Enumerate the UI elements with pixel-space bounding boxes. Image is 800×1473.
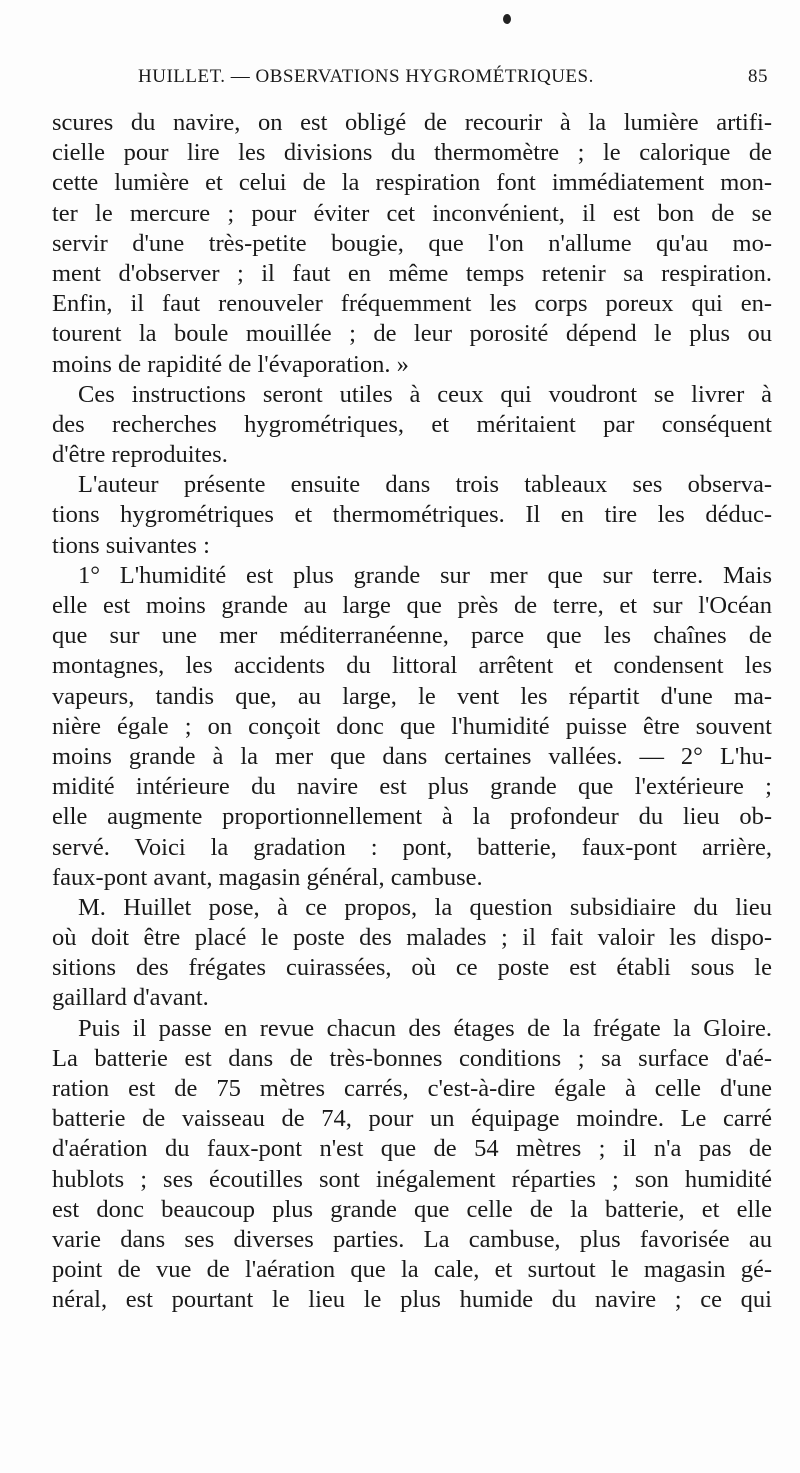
text-line: Puis il passe en revue chacun des étages de la frégate la Gloire.	[78, 1014, 772, 1042]
text-line: nière égale ; on conçoit donc que l'humidité puisse être souvent	[52, 712, 772, 740]
text-line: L'auteur présente ensuite dans trois tableaux ses observa-	[78, 471, 772, 499]
text-line: que sur une mer méditerranéenne, parce que les chaînes de	[52, 622, 772, 650]
text-line: gaillard d'avant.	[52, 984, 209, 1012]
text-line: hublots ; ses écoutilles sont inégalement réparties ; son humidité	[52, 1165, 772, 1193]
running-head-title: HUILLET. — OBSERVATIONS HYGROMÉTRIQUES.	[138, 66, 594, 87]
text-line: elle augmente proportionnellement à la profondeur du lieu ob-	[52, 803, 772, 831]
text-line: scures du navire, on est obligé de recourir à la lumière artifi-	[52, 109, 772, 136]
text-line: néral, est pourtant le lieu le plus humide du navire ; ce qui	[52, 1286, 772, 1314]
ink-dot	[503, 14, 511, 24]
page-number: 85	[748, 66, 768, 87]
text-line: sitions des frégates cuirassées, où ce poste est établi sous le	[52, 954, 772, 982]
text-line: vapeurs, tandis que, au large, le vent les répartit d'une ma-	[52, 682, 772, 710]
text-line: Ces instructions seront utiles à ceux qui voudront se livrer à	[78, 380, 772, 408]
text-line: cette lumière et celui de la respiration font immédiatement mon-	[52, 169, 772, 197]
text-line: La batterie est dans de très-bonnes conditions ; sa surface d'aé-	[52, 1044, 772, 1072]
text-line: où doit être placé le poste des malades ; il fait valoir les dispo-	[52, 924, 772, 952]
text-line: faux-pont avant, magasin général, cambuse.	[52, 863, 483, 891]
text-line: moins de rapidité de l'évaporation. »	[52, 350, 409, 378]
text-line: tions hygrométriques et thermométriques. Il en tire les déduc-	[52, 501, 772, 529]
text-line: ration est de 75 mètres carrés, c'est-à-dire égale à celle d'une	[52, 1075, 772, 1102]
text-line: est donc beaucoup plus grande que celle de la batterie, et elle	[52, 1195, 772, 1223]
text-line: moins grande à la mer que dans certaines vallées. — 2° L'hu-	[52, 742, 772, 770]
text-line: tions suivantes :	[52, 531, 210, 559]
text-line: d'aération du faux-pont n'est que de 54 mètres ; il n'a pas de	[52, 1135, 772, 1163]
running-head	[138, 66, 768, 92]
body-text	[52, 108, 772, 1316]
text-line: servé. Voici la gradation : pont, batterie, faux-pont arrière,	[52, 833, 772, 861]
text-line: ter le mercure ; pour éviter cet inconvénient, il est bon de se	[52, 199, 772, 227]
text-line: batterie de vaisseau de 74, pour un équipage moindre. Le carré	[52, 1105, 772, 1133]
text-line: servir d'une très-petite bougie, que l'on n'allume qu'au mo-	[52, 229, 772, 257]
text-line: point de vue de l'aération que la cale, et surtout le magasin gé-	[52, 1256, 772, 1284]
text-line: des recherches hygrométriques, et méritaient par conséquent	[52, 410, 772, 438]
text-line: ment d'observer ; il faut en même temps retenir sa respiration.	[52, 259, 772, 287]
text-line: cielle pour lire les divisions du thermomètre ; le calorique de	[52, 139, 772, 167]
text-line: montagnes, les accidents du littoral arrêtent et condensent les	[52, 652, 772, 680]
text-line: 1° L'humidité est plus grande sur mer que sur terre. Mais	[78, 561, 772, 589]
text-line: midité intérieure du navire est plus grande que l'extérieure ;	[52, 773, 772, 801]
text-line: d'être reproduites.	[52, 441, 228, 469]
text-line: elle est moins grande au large que près de terre, et sur l'Océan	[52, 592, 772, 619]
text-line: Enfin, il faut renouveler fréquemment les corps poreux qui en-	[52, 290, 772, 318]
text-line: varie dans ses diverses parties. La cambuse, plus favorisée au	[52, 1225, 772, 1253]
text-line: tourent la boule mouillée ; de leur porosité dépend le plus ou	[52, 320, 772, 348]
text-line: M. Huillet pose, à ce propos, la question subsidiaire du lieu	[78, 893, 772, 921]
